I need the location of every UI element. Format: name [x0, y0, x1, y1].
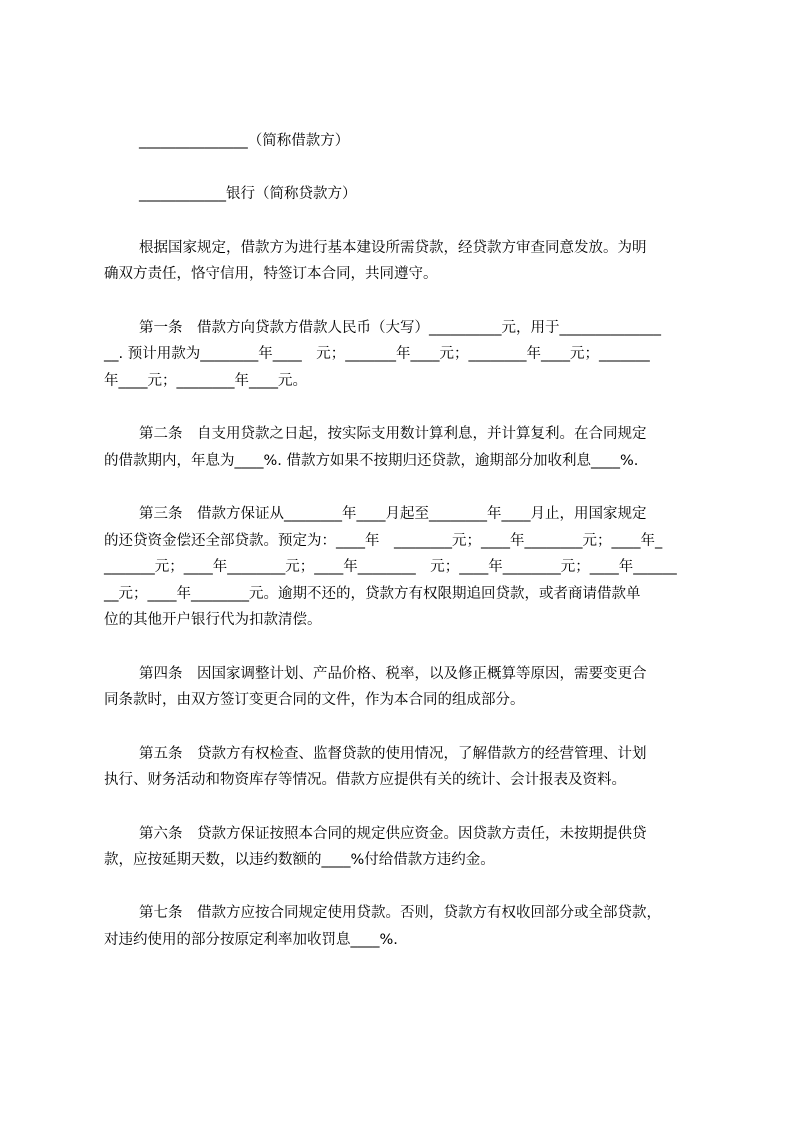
article-3-line: _______元；____年________元；____年________ 元；____年________元；____年______ — [104, 559, 677, 575]
article-6-line: 第六条 贷款方保证按照本合同的规定供应资金。因贷款方责任，未按期提供贷 — [139, 826, 647, 842]
article-3-line: 的还贷资金偿还全部贷款。预定为：____年 ________元；____年________元；____年_ — [104, 533, 663, 549]
preamble-line: 确双方责任，恪守信用，特签订本合同，共同遵守。 — [104, 266, 438, 282]
article-5-line: 第五条 贷款方有权检查、监督贷款的使用情况，了解借款方的经营管理、计划 — [139, 746, 647, 762]
article-4-line: 第四条 因国家调整计划、产品价格、税率，以及修正概算等原因，需要变更合 — [139, 666, 647, 682]
borrower-line: _______________（简称借款方） — [139, 133, 350, 149]
article-3-line: __元；____年________元。逾期不还的，贷款方有权限期追回贷款，或者商请借款单 — [104, 586, 641, 602]
preamble-line: 根据国家规定，借款方为进行基本建设所需贷款，经贷款方审查同意发放。为明 — [139, 240, 647, 256]
article-1-line: __. 预计用款为________年____ 元；_______年____元；________年____元；_______ — [104, 346, 650, 362]
lender-line: ____________银行（简称贷款方） — [139, 186, 357, 202]
article-4-line: 同条款时，由双方签订变更合同的文件，作为本合同的组成部分。 — [104, 692, 525, 708]
article-2-line: 第二条 自支用贷款之日起，按实际支用数计算利息，并计算复利。在合同规定 — [139, 426, 647, 442]
article-7-line: 第七条 借款方应按合同规定使用贷款。否则，贷款方有权收回部分或全部贷款， — [139, 905, 661, 921]
article-5-line: 执行、财务活动和物资库存等情况。借款方应提供有关的统计、会计报表及资料。 — [104, 772, 626, 788]
article-2-line: 的借款期内，年息为____%. 借款方如果不按期归还贷款，逾期部分加收利息____%. — [104, 453, 639, 469]
article-3-line: 位的其他开户银行代为扣款清偿。 — [104, 612, 322, 628]
article-3-line: 第三条 借款方保证从________年____月起至________年____月止，用国家规定 — [139, 506, 647, 522]
article-1-line: 年____元；________年____元。 — [104, 373, 307, 389]
article-1-line: 第一条 借款方向贷款方借款人民币（大写）__________元，用于______________ — [139, 320, 661, 336]
article-6-line: 款，应按延期天数，以违约数额的____%付给借款方违约金。 — [104, 852, 495, 868]
article-7-line: 对违约使用的部分按原定利率加收罚息____%. — [104, 932, 398, 948]
